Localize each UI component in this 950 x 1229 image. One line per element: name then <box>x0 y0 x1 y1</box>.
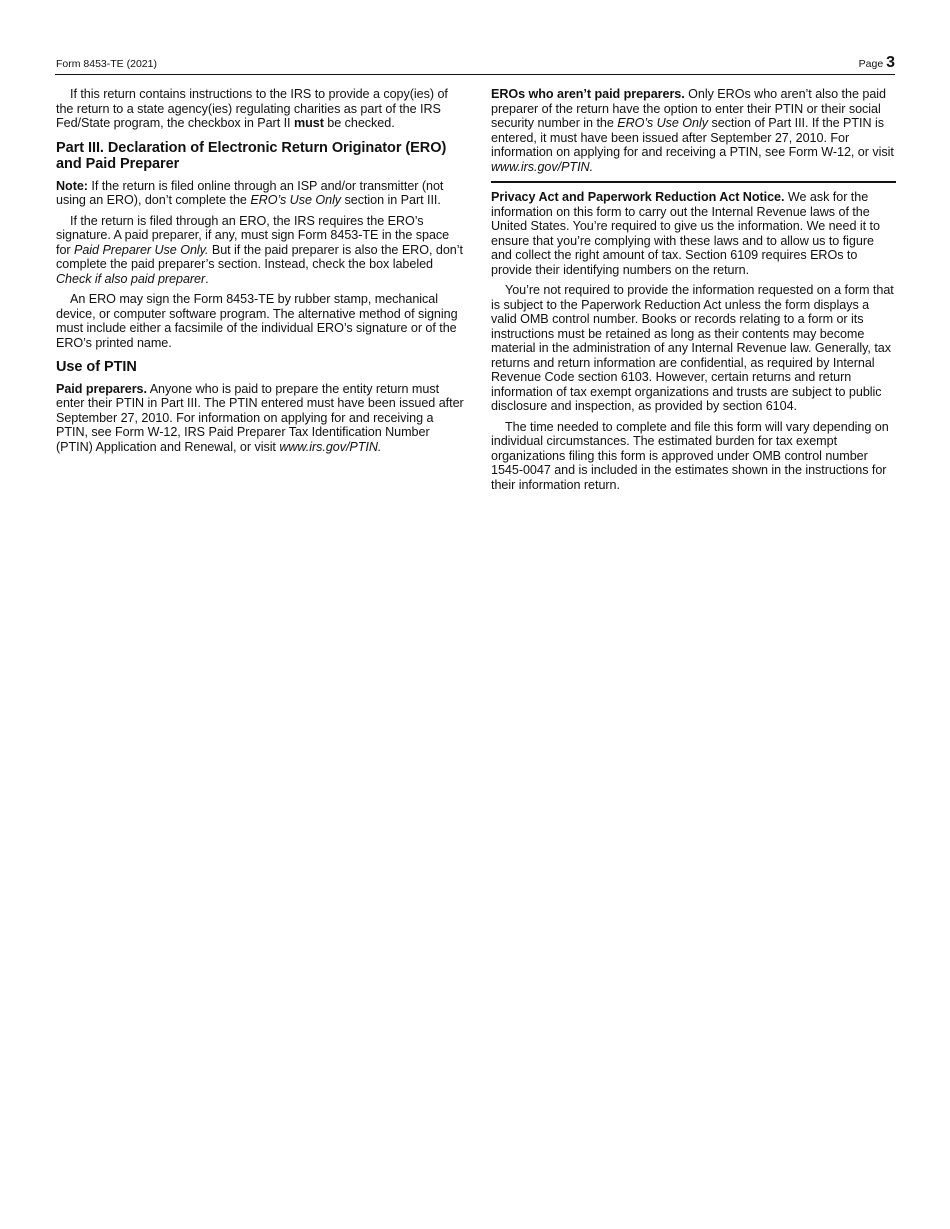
paid-preparers-paragraph <box>56 382 464 455</box>
time-burden-paragraph: The time needed to complete and file this form will vary depending on individual circumstances. The estimated burden for tax exempt organizations filing this form is approved under OMB control number 1545-0047 and is included in the estimates shown in the instructions for their information return. <box>491 419 889 492</box>
italic-ref: ERO’s Use Only <box>617 116 708 130</box>
italic-ref: Check if also paid preparer <box>56 271 206 286</box>
page-header <box>55 56 895 75</box>
left-column <box>56 87 464 460</box>
fed-state-paragraph <box>56 87 464 131</box>
ptin-url: www.irs.gov/PTIN. <box>279 439 382 454</box>
text: Anyone who is paid to prepare the entity return must enter their PTIN in Part III. The PTIN entered must have been issued after September 27, 2010. For information on applying for and receiving a PTIN, see Form W-12, IRS Paid Preparer Tax Identification Number (PTIN) Application and Renewal, or visit <box>56 381 464 454</box>
text: But if the paid preparer is also the ERO, don’t complete the paid preparer’s section. Instead, check the box labeled <box>56 242 463 271</box>
italic-ref: ERO’s Use Only <box>250 193 342 207</box>
text: If the return is filed through an ERO, the IRS requires the ERO’s signature. A paid preparer, if any, must sign Form 8453-TE in the space for <box>56 213 450 257</box>
ero-signature-paragraph <box>56 214 464 287</box>
rubber-stamp-paragraph: An ERO may sign the Form 8453-TE by rubber stamp, mechanical device, or computer software program. The alternative method of signing must include either a facsimile of the individual ERO’s signature or of the ERO’s printed name. <box>56 292 458 350</box>
ptin-url: www.irs.gov/PTIN. <box>491 159 594 174</box>
form-label: Form 8453-TE (2021) <box>56 58 157 70</box>
text: If the return is filed online through an ISP and/or transmitter (not using an ERO), don’t complete the <box>56 178 444 207</box>
text: be checked. <box>323 116 395 130</box>
text: If this return contains instructions to the IRS to provide a copy(ies) of the return to a state agency(ies) regulating charities as part of the IRS Fed/State program, the checkbox in Part II <box>56 87 448 130</box>
right-column <box>491 87 896 498</box>
heading-use-of-ptin: Use of PTIN <box>56 359 137 375</box>
page-prefix: Page <box>858 58 884 70</box>
text: section in Part III. <box>341 193 441 207</box>
eros-label: EROs who aren’t paid preparers. <box>491 87 685 101</box>
heading-part-iii: Part III. Declaration of Electronic Return Originator (ERO) and Paid Preparer <box>56 139 447 172</box>
emphasis-must: must <box>293 116 324 130</box>
text: . <box>205 271 209 286</box>
section-divider <box>491 181 896 183</box>
eros-paragraph <box>491 87 896 174</box>
paid-preparers-label: Paid preparers. <box>56 381 147 396</box>
text: section of Part III. If the PTIN is entered, it must have been issued after September 27, 2010. For information on applying for and receiving a PTIN, see Form W-12, or visit <box>491 116 894 159</box>
italic-ref: Paid Preparer Use Only. <box>74 242 209 257</box>
page-number: 3 <box>886 54 895 71</box>
privacy-paragraph <box>491 190 896 277</box>
not-required-paragraph: You’re not required to provide the information requested on a form that is subject to the Paperwork Reduction Act unless the form displays a valid OMB control number. Books or records relating to a form or its instructions must be retained as long as their contents may become material in the administration of any Internal Revenue law. Generally, tax returns and return information are confidential, as required by Internal Revenue Code section 6103. However, certain returns and return information of tax exempt organizations and trusts are subject to public disclosure and inspection, as provided by section 6104. <box>491 283 894 413</box>
text: Only EROs who aren’t also the paid preparer of the return have the option to enter their PTIN or their social security number in the <box>491 87 886 130</box>
text: We ask for the information on this form to carry out the Internal Revenue laws of the United States. You’re required to give us the information. We need it to ensure that you’re complying with these laws and to allow us to figure and collect the right amount of tax. Section 6109 requires EROs to provide their identifying numbers on the return. <box>491 190 880 277</box>
note-label: Note: <box>56 178 88 193</box>
page-indicator <box>859 54 895 72</box>
privacy-label: Privacy Act and Paperwork Reduction Act Notice. <box>491 190 785 204</box>
note-paragraph <box>56 179 464 208</box>
